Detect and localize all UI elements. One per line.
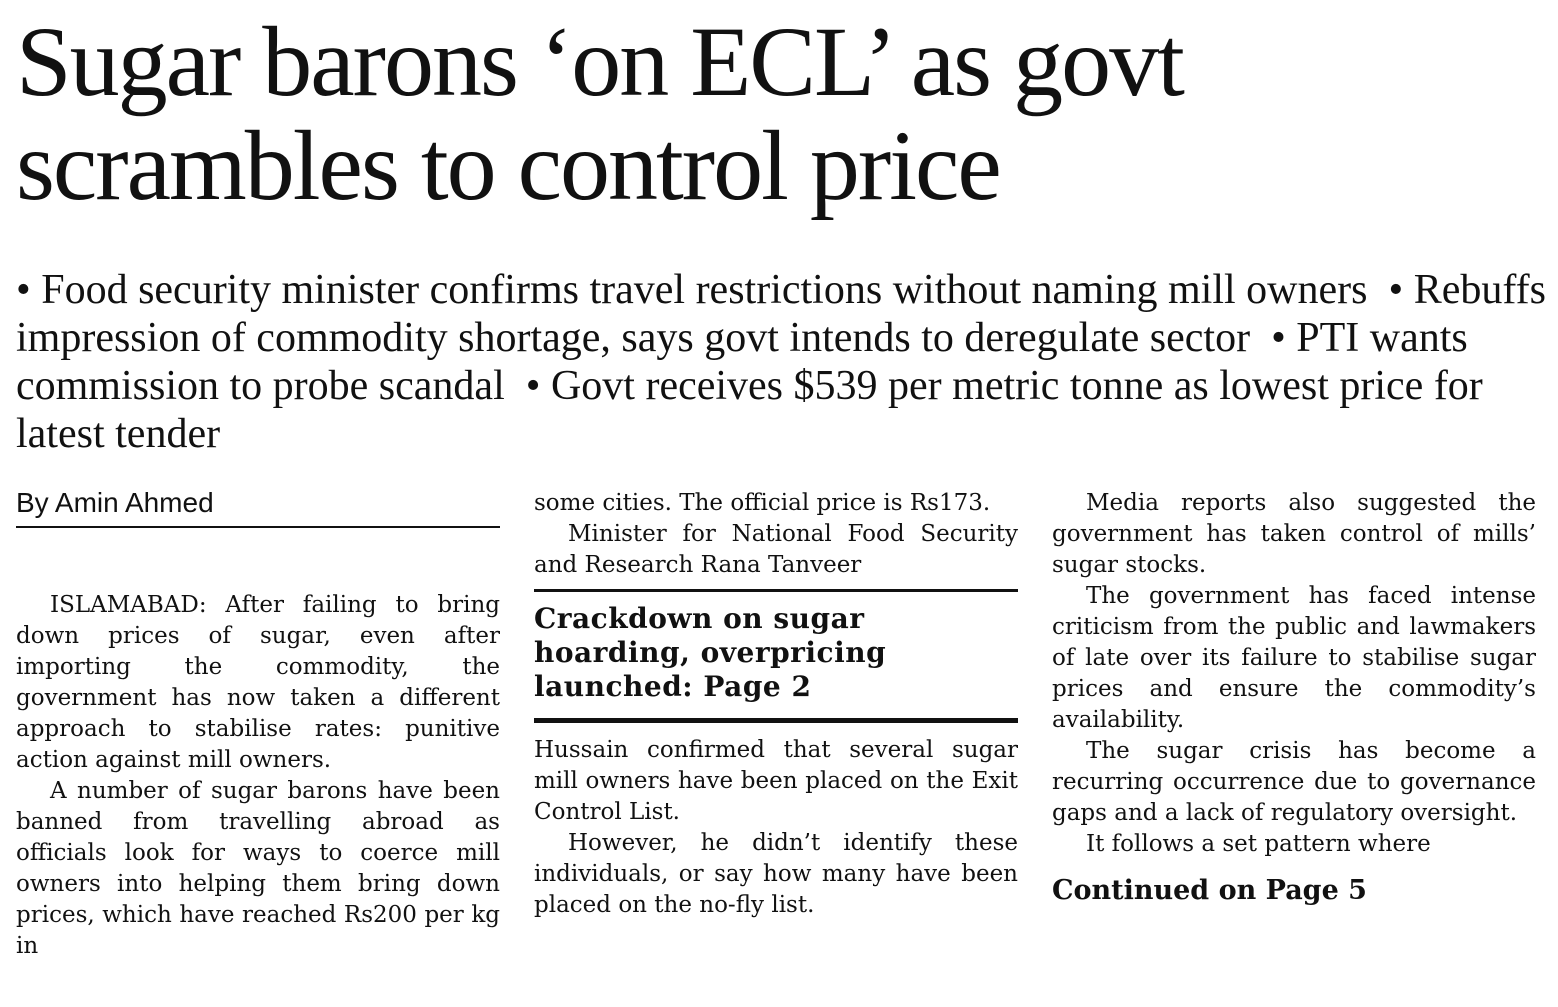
continued-on-page-link[interactable]: Continued on Page 5 xyxy=(1052,875,1367,906)
deck xyxy=(16,266,1546,458)
deck-item-1: • Food security minister confirms travel restrictions without naming mill owners xyxy=(16,267,1368,313)
paragraph: Minister for National Food Security and Research Rana Tanveer xyxy=(534,521,1018,578)
paragraph: However, he didn’t identify these individuals, or say how many have been placed on the no-fly list. xyxy=(534,830,1018,918)
article-column-2 xyxy=(534,488,1018,921)
article-column-3 xyxy=(1052,488,1536,908)
deck-item-3: • PTI wants commission to probe scandal xyxy=(16,315,1468,409)
cross-reference-box[interactable]: Crackdown on sugar hoarding, overpricing launched: Page 2 xyxy=(534,589,1018,723)
paragraph: It follows a set pattern where xyxy=(1086,831,1431,857)
headline: Sugar barons ‘on ECL’ as govt scrambles to control price xyxy=(16,6,1183,221)
byline: By Amin Ahmed xyxy=(16,488,500,528)
paragraph: The government has faced intense criticism from the public and lawmakers of late over its failure to stabilise sugar prices and ensure the commodity’s availability. xyxy=(1052,583,1536,733)
article-column-1 xyxy=(16,488,500,962)
paragraph: Hussain confirmed that several sugar mill owners have been placed on the Exit Control List. xyxy=(534,737,1018,825)
paragraph: The sugar crisis has become a recurring occurrence due to governance gaps and a lack of regulatory oversight. xyxy=(1052,738,1536,826)
paragraph: Media reports also suggested the government has taken control of mills’ sugar stocks. xyxy=(1052,490,1536,578)
paragraph: A number of sugar barons have been banned from travelling abroad as officials look for ways to coerce mill owners into helping them bring down prices, which have reached Rs200 per kg in xyxy=(16,778,500,959)
deck-item-4: • Govt receives $539 per metric tonne as lowest price for latest tender xyxy=(16,363,1483,457)
deck-item-2: • Rebuffs impression of commodity shortage, says govt intends to deregulate sector xyxy=(16,267,1546,361)
paragraph: ISLAMABAD: After failing to bring down prices of sugar, even after importing the commodity, the government has now taken a different approach to stabilise rates: punitive action against mill owners. xyxy=(16,592,500,773)
paragraph: some cities. The official price is Rs173. xyxy=(534,490,991,516)
